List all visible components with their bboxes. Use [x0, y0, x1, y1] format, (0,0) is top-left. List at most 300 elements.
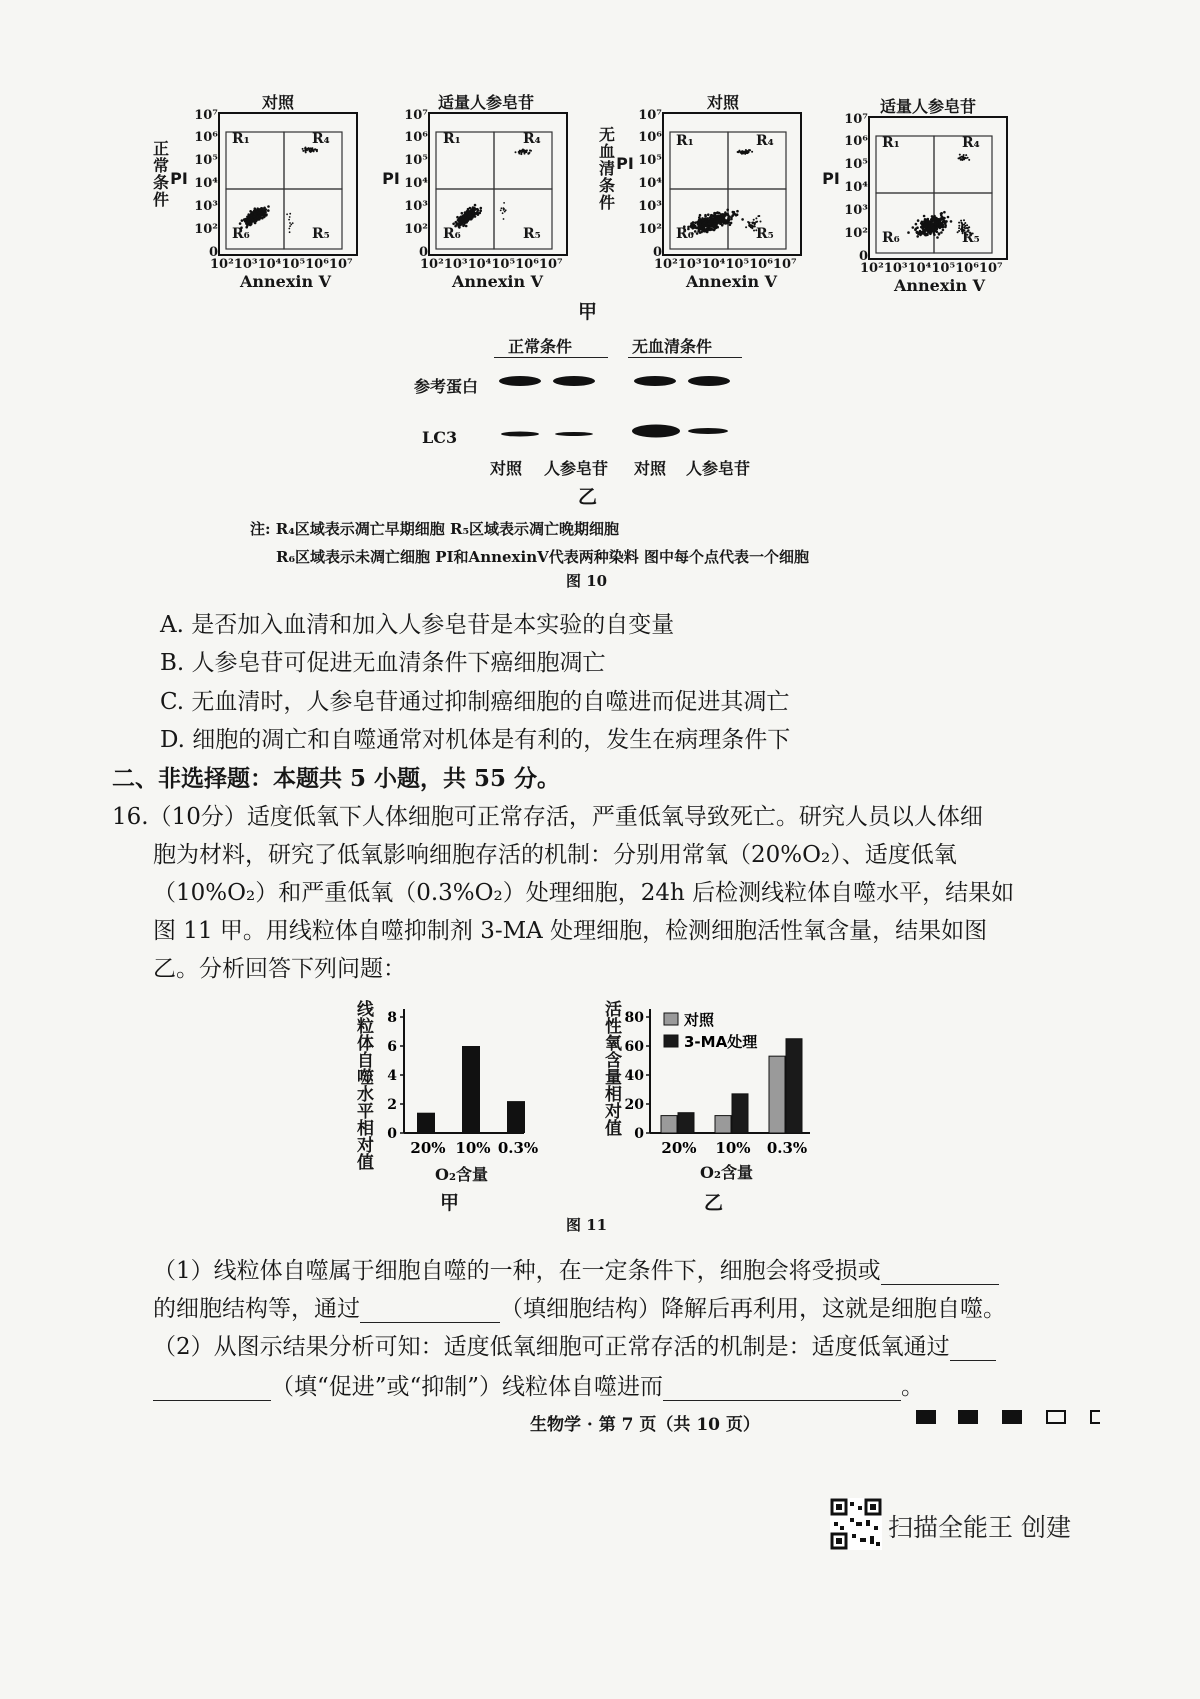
cell-dot	[289, 222, 291, 224]
panel3-r5: R₅	[756, 226, 774, 242]
cell-dot	[716, 220, 719, 223]
cell-dot	[312, 149, 314, 151]
cell-dot	[311, 149, 313, 151]
bar-control	[661, 1116, 677, 1133]
cell-dot	[736, 210, 739, 213]
panel3-ylabel: PI	[616, 154, 634, 173]
cell-dot	[963, 154, 965, 156]
cell-dot	[937, 218, 940, 221]
cell-dot	[962, 156, 964, 158]
cell-dot	[934, 223, 937, 226]
cell-dot	[751, 151, 753, 153]
cell-dot	[703, 226, 706, 229]
blot-group-noserum: 无血清条件	[632, 337, 713, 356]
footer-mark-1	[916, 1410, 936, 1424]
panel4-r4: R₄	[962, 135, 980, 151]
cell-dot	[964, 157, 966, 159]
panel4-y-ticks: 10⁷ 10⁶ 10⁵ 10⁴ 10³ 10² 0	[844, 112, 868, 264]
figure10-label-jia: 甲	[578, 301, 598, 323]
qr-code-icon	[830, 1498, 882, 1550]
cell-dot	[718, 212, 721, 215]
cell-dot	[302, 150, 304, 152]
cell-dot	[961, 224, 963, 226]
cell-dot	[468, 215, 471, 218]
cell-dot	[934, 220, 937, 223]
bar-control	[769, 1056, 785, 1133]
cell-dot	[750, 225, 752, 227]
cell-dot	[461, 212, 464, 215]
cell-dot	[713, 219, 716, 222]
cell-dot	[933, 234, 936, 237]
cell-dot	[698, 216, 701, 219]
panel4-r6: R₆	[882, 230, 900, 246]
cell-dot	[711, 218, 714, 221]
y-tick-label: 6	[387, 1039, 397, 1055]
cell-dot	[907, 231, 910, 234]
cell-dot	[251, 218, 254, 221]
cell-dot	[944, 223, 947, 226]
panel2-title: 适量人参皂苷	[438, 93, 535, 112]
cell-dot	[916, 231, 919, 234]
cell-dot	[716, 226, 719, 229]
cell-dot	[711, 228, 714, 231]
cell-dot	[923, 215, 926, 218]
cell-dot	[717, 217, 720, 220]
cell-dot	[466, 218, 469, 221]
panel4-ylabel: PI	[822, 169, 840, 188]
cell-dot	[915, 228, 918, 231]
cell-dot	[694, 230, 697, 233]
cell-dot	[942, 229, 945, 232]
panel3-r4: R₄	[756, 133, 774, 149]
cell-dot	[472, 211, 475, 214]
cell-dot	[704, 214, 707, 217]
cell-dot	[936, 228, 939, 231]
cell-dot	[698, 225, 701, 228]
cell-dot	[706, 226, 709, 229]
blot-group-normal: 正常条件	[508, 337, 573, 356]
cell-dot	[947, 216, 950, 219]
sub1-line1	[153, 1252, 999, 1285]
blot-bands	[490, 365, 740, 450]
sub2-text-end: 。	[901, 1374, 925, 1400]
cell-dot	[522, 149, 524, 151]
cell-dot	[263, 216, 266, 219]
figure10-label-yi: 乙	[578, 486, 598, 508]
cell-dot	[308, 147, 310, 149]
cell-dot	[474, 204, 477, 207]
panel3-title: 对照	[707, 93, 740, 112]
cell-dot	[247, 220, 250, 223]
cell-dot	[465, 225, 468, 228]
cell-dot	[289, 231, 291, 233]
cell-dot	[459, 221, 462, 224]
panel1-r1: R₁	[232, 131, 250, 147]
sub2-blank-2[interactable]	[663, 1378, 901, 1401]
cell-dot	[246, 222, 249, 225]
cell-dot	[267, 209, 270, 212]
y-tick-label: 0	[634, 1126, 644, 1142]
sub1-text-a: （1）线粒体自噬属于细胞自噬的一种，在一定条件下，细胞会将受损或	[153, 1258, 881, 1284]
chart-yi-ylabel: 活性氧含量相对值	[601, 1000, 621, 1136]
cell-dot	[950, 220, 953, 223]
cell-dot	[915, 223, 918, 226]
panel2-y-ticks: 10⁷ 10⁶ 10⁵ 10⁴ 10³ 10² 0	[404, 108, 428, 260]
cell-dot	[754, 223, 756, 225]
footer-mark-5	[1090, 1410, 1100, 1424]
cell-dot	[250, 214, 253, 217]
cell-dot	[732, 211, 735, 214]
cell-dot	[714, 215, 717, 218]
cell-dot	[257, 215, 260, 218]
cell-dot	[958, 222, 960, 224]
x-tick-label: 10%	[455, 1139, 491, 1157]
panel4-title: 适量人参皂苷	[880, 97, 977, 116]
cell-dot	[730, 218, 733, 221]
cell-dot	[930, 225, 933, 228]
panel2-x-ticks: 10²10³10⁴10⁵10⁶10⁷	[420, 257, 563, 272]
cell-dot	[961, 158, 963, 160]
y-tick-label: 60	[624, 1039, 644, 1055]
cell-dot	[967, 157, 969, 159]
cell-dot	[741, 218, 744, 221]
bar-3ma	[678, 1113, 694, 1133]
cell-dot	[707, 213, 710, 216]
cell-dot	[305, 147, 307, 149]
sub2-blank-1-cont[interactable]	[153, 1378, 271, 1401]
y-tick-label: 80	[624, 1010, 644, 1026]
cell-dot	[699, 214, 702, 217]
chart-yi-xlabel: O₂含量	[700, 1163, 753, 1182]
cell-dot	[694, 221, 697, 224]
cell-dot	[480, 207, 483, 210]
x-tick-label: 10%	[715, 1139, 751, 1155]
cell-dot	[708, 222, 711, 225]
blot-lane-2: 人参皂苷	[544, 459, 609, 478]
cell-dot	[305, 151, 307, 153]
panel2-r6: R₆	[443, 226, 461, 242]
cell-dot	[286, 213, 288, 215]
cell-dot	[920, 222, 923, 225]
cell-dot	[751, 222, 753, 224]
cell-dot	[696, 232, 699, 235]
cell-dot	[265, 208, 268, 211]
panel1-ylabel: PI	[170, 169, 188, 188]
cell-dot	[943, 219, 946, 222]
cell-dot	[468, 212, 471, 215]
y-tick-label: 20	[624, 1097, 644, 1113]
blot-lane-3: 对照	[634, 459, 667, 478]
panel3-side-label: 无血清条件	[598, 125, 615, 212]
panel1-y-ticks: 10⁷ 10⁶ 10⁵ 10⁴ 10³ 10² 0	[194, 108, 218, 260]
cell-dot	[921, 231, 924, 234]
cell-dot	[958, 230, 960, 232]
cell-dot	[288, 219, 290, 221]
panel2-r4: R₄	[523, 131, 541, 147]
cell-dot	[920, 226, 923, 229]
cell-dot	[739, 150, 741, 152]
cell-dot	[941, 216, 944, 219]
q16-line1: 16.（10分）适度低氧下人体细胞可正常存活，严重低氧导致死亡。研究人员以人体细	[112, 804, 983, 830]
panel2-xlabel: Annexin V	[452, 272, 544, 291]
q16-line2: 胞为材料，研究了低氧影响细胞存活的机制：分别用常氧（20%O₂）、适度低氧	[153, 842, 957, 868]
cell-dot	[473, 208, 476, 211]
cell-dot	[961, 226, 963, 228]
cell-dot	[698, 228, 701, 231]
cell-dot	[940, 225, 943, 228]
figure11-caption: 图 11	[566, 1216, 608, 1234]
legend-swatch	[664, 1035, 678, 1047]
cell-dot	[916, 235, 919, 238]
option-a: A. 是否加入血清和加入人参皂苷是本实验的自变量	[160, 612, 675, 638]
cell-dot	[456, 222, 459, 225]
cell-dot	[458, 218, 461, 221]
cell-dot	[743, 151, 745, 153]
option-c: C. 无血清时，人参皂苷通过抑制癌细胞的自噬进而促进其凋亡	[160, 689, 790, 715]
cell-dot	[938, 233, 941, 236]
cell-dot	[706, 229, 709, 232]
cell-dot	[936, 230, 939, 233]
cell-dot	[721, 214, 724, 217]
chart-jia-plot	[374, 1005, 544, 1160]
sub1-blank-1[interactable]	[881, 1262, 999, 1285]
cell-dot	[515, 151, 517, 153]
cell-dot	[737, 151, 739, 153]
cell-dot	[698, 220, 701, 223]
cell-dot	[726, 209, 729, 212]
y-tick-label: 8	[387, 1010, 397, 1026]
x-tick-label: 20%	[661, 1139, 697, 1155]
cell-dot	[471, 216, 474, 219]
page-footer: 生物学 · 第 7 页（共 10 页）	[530, 1415, 760, 1435]
panel1-r4: R₄	[312, 131, 330, 147]
panel1-title: 对照	[262, 93, 295, 112]
cell-dot	[928, 222, 931, 225]
cell-dot	[929, 230, 932, 233]
cell-dot	[964, 222, 966, 224]
y-tick-label: 4	[387, 1068, 397, 1084]
x-tick-label: 20%	[410, 1139, 446, 1157]
x-tick-label: 0.3%	[497, 1139, 539, 1157]
legend-label: 对照	[684, 1011, 715, 1029]
cell-dot	[290, 224, 292, 226]
cell-dot	[760, 221, 762, 223]
cell-dot	[502, 212, 504, 214]
cell-dot	[525, 150, 527, 152]
cell-dot	[753, 219, 755, 221]
cell-dot	[936, 236, 939, 239]
chart-jia-xlabel: O₂含量	[435, 1165, 488, 1184]
panel4-r5: R₅	[962, 230, 980, 246]
cell-dot	[316, 150, 318, 152]
cell-dot	[302, 148, 304, 150]
cell-dot	[748, 151, 750, 153]
cell-dot	[757, 215, 759, 217]
cell-dot	[692, 221, 695, 224]
sub2-blank-1[interactable]	[950, 1338, 996, 1361]
cell-dot	[923, 220, 926, 223]
cell-dot	[747, 221, 749, 223]
cell-dot	[241, 219, 244, 222]
cell-dot	[923, 225, 926, 228]
panel1-xlabel: Annexin V	[240, 272, 332, 291]
panel4-xlabel: Annexin V	[894, 276, 986, 295]
cell-dot	[503, 218, 505, 220]
cell-dot	[254, 207, 257, 210]
watermark-text: 扫描全能王 创建	[888, 1513, 1071, 1542]
cell-dot	[722, 219, 725, 222]
chart-yi-panel-label: 乙	[704, 1192, 724, 1214]
y-tick-label: 0	[387, 1126, 397, 1142]
blot-lane-1: 对照	[490, 459, 523, 478]
blot-group-noserum-line	[628, 357, 742, 358]
panel2-r1: R₁	[443, 131, 461, 147]
panel4-x-ticks: 10²10³10⁴10⁵10⁶10⁷	[860, 261, 1003, 276]
cell-dot	[289, 213, 291, 215]
sub1-line2	[153, 1290, 1006, 1323]
cell-dot	[289, 216, 291, 218]
section-2-heading: 二、非选择题：本题共 5 小题，共 55 分。	[112, 765, 561, 792]
panel1-side-label: 正常条件	[152, 139, 169, 209]
sub2-text-b: （填“促进”或“抑制”）线粒体自噬进而	[271, 1374, 664, 1400]
footer-mark-4	[1046, 1410, 1066, 1424]
cell-dot	[960, 220, 962, 222]
cell-dot	[256, 209, 259, 212]
figure10-caption: 图 10	[566, 572, 608, 590]
option-d: D. 细胞的凋亡和自噬通常对机体是有利的，发生在病理条件下	[160, 727, 791, 753]
cell-dot	[756, 221, 758, 223]
cell-dot	[259, 214, 262, 217]
x-tick-label: 0.3%	[766, 1139, 808, 1155]
cell-dot	[253, 215, 256, 218]
cell-dot	[267, 205, 270, 208]
cell-dot	[519, 150, 521, 152]
cell-dot	[745, 152, 747, 154]
panel1-x-ticks: 10²10³10⁴10⁵10⁶10⁷	[210, 257, 353, 272]
cell-dot	[959, 154, 961, 156]
sub1-blank-2[interactable]	[360, 1300, 500, 1323]
option-b: B. 人参皂苷可促进无血清条件下癌细胞凋亡	[160, 650, 606, 676]
q16-line4: 图 11 甲。用线粒体自噬抑制剂 3-MA 处理细胞，检测细胞活性氧含量，结果如图	[153, 918, 988, 944]
cell-dot	[964, 225, 966, 227]
cell-dot	[725, 219, 728, 222]
legend-label: 3-MA处理	[684, 1033, 758, 1051]
cell-dot	[727, 213, 730, 216]
cell-dot	[729, 224, 732, 227]
cell-dot	[933, 217, 936, 220]
cell-dot	[501, 207, 503, 209]
cell-dot	[504, 211, 506, 213]
cell-dot	[699, 231, 702, 234]
cell-dot	[529, 149, 531, 151]
bar-3ma	[786, 1039, 802, 1133]
cell-dot	[239, 222, 242, 225]
blot-lane-4: 人参皂苷	[686, 459, 751, 478]
sub2-text-a: （2）从图示结果分析可知：适度低氧细胞可正常存活的机制是：适度低氧通过	[153, 1334, 950, 1360]
chart-jia-panel-label: 甲	[440, 1192, 460, 1214]
cell-dot	[710, 215, 713, 218]
q16-line3: （10%O₂）和严重低氧（0.3%O₂）处理细胞，24h 后检测线粒体自噬水平，结果如	[153, 880, 1015, 906]
panel2-r5: R₅	[523, 226, 541, 242]
cell-dot	[717, 215, 720, 218]
figure10-note-line1: 注: R₄区域表示凋亡早期细胞 R₅区域表示凋亡晚期细胞	[250, 520, 620, 538]
bar-3ma	[732, 1094, 748, 1133]
cell-dot	[462, 214, 465, 217]
cell-dot	[470, 209, 473, 212]
cell-dot	[503, 208, 505, 210]
footer-mark-3	[1002, 1410, 1022, 1424]
sub2-line1	[153, 1328, 996, 1361]
cell-dot	[927, 228, 930, 231]
cell-dot	[702, 219, 705, 222]
cell-dot	[289, 225, 291, 227]
cell-dot	[748, 224, 750, 226]
bar	[507, 1101, 525, 1133]
cell-dot	[500, 210, 502, 212]
sub1-text-c: （填细胞结构）降解后再利用，这就是细胞自噬。	[500, 1296, 1006, 1322]
panel1-r5: R₅	[312, 226, 330, 242]
cell-dot	[479, 212, 482, 215]
panel2-ylabel: PI	[382, 169, 400, 188]
cell-dot	[968, 159, 970, 161]
panel3-r1: R₁	[676, 133, 694, 149]
chart-jia-ylabel: 线粒体自噬水平相对值	[353, 1000, 373, 1170]
panel3-x-ticks: 10²10³10⁴10⁵10⁶10⁷	[654, 257, 797, 272]
cell-dot	[703, 222, 706, 225]
cell-dot	[724, 211, 727, 214]
cell-dot	[753, 230, 755, 232]
cell-dot	[925, 221, 928, 224]
cell-dot	[957, 231, 959, 233]
panel3-r6: R₆	[676, 226, 694, 242]
cell-dot	[940, 231, 943, 234]
y-tick-label: 2	[387, 1097, 397, 1113]
cell-dot	[720, 222, 723, 225]
cell-dot	[254, 213, 257, 216]
cell-dot	[958, 227, 960, 229]
legend-swatch	[664, 1013, 678, 1025]
cell-dot	[749, 149, 751, 151]
cell-dot	[292, 222, 294, 224]
cell-dot	[713, 212, 716, 215]
cell-dot	[288, 228, 290, 230]
cell-dot	[931, 215, 934, 218]
cell-dot	[912, 226, 915, 229]
cell-dot	[724, 222, 727, 225]
cell-dot	[714, 223, 717, 226]
cell-dot	[713, 229, 716, 232]
cell-dot	[250, 222, 253, 225]
panel3-y-ticks: 10⁷ 10⁶ 10⁵ 10⁴ 10³ 10² 0	[638, 108, 662, 260]
cell-dot	[528, 152, 530, 154]
cell-dot	[452, 223, 455, 226]
panel4-r1: R₁	[882, 135, 900, 151]
bar	[417, 1113, 435, 1133]
cell-dot	[461, 217, 464, 220]
cell-dot	[755, 217, 757, 219]
sub2-line2	[153, 1368, 924, 1401]
blot-row-reference: 参考蛋白	[414, 377, 479, 396]
cell-dot	[741, 151, 743, 153]
y-tick-label: 40	[624, 1068, 644, 1084]
cell-dot	[963, 219, 965, 221]
footer-mark-2	[958, 1410, 978, 1424]
figure10-note-line2: R₆区域表示未凋亡细胞 PI和AnnexinV代表两种染料 图中每个点代表一个细胞	[276, 548, 809, 566]
cell-dot	[735, 214, 738, 217]
sub1-text-b: 的细胞结构等，通过	[153, 1296, 360, 1322]
panel1-r6: R₆	[232, 226, 250, 242]
cell-dot	[965, 154, 967, 156]
